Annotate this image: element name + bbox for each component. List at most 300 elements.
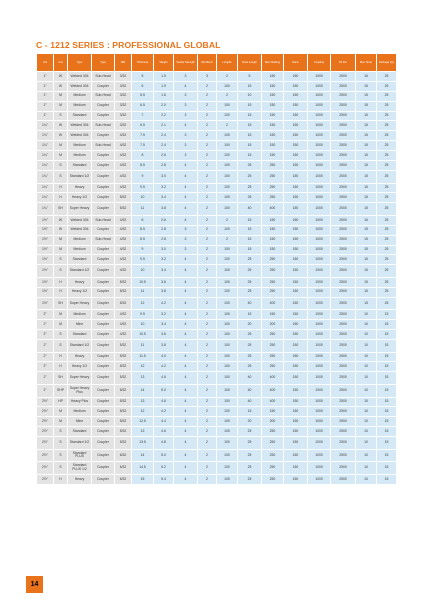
table-cell: 15 [377, 474, 397, 484]
table-cell: 15 [238, 310, 262, 320]
table-cell: 1000 [308, 91, 331, 101]
table-cell: Coupler [92, 225, 115, 235]
table-cell: 4 [174, 474, 198, 484]
table-cell: 4/32 [115, 320, 132, 330]
table-cell: 100 [217, 141, 238, 151]
table-header-row [37, 54, 397, 72]
table-cell: 2" [37, 320, 54, 330]
column-header: Weight [154, 54, 174, 72]
table-cell: 100 [217, 245, 238, 255]
table-cell: 4 [174, 161, 198, 171]
table-cell: 1000 [308, 101, 331, 111]
table-cell: 4/32 [115, 161, 132, 171]
table-cell: 10 [356, 462, 377, 475]
table-cell: 4/32 [115, 170, 132, 183]
table-body [37, 72, 397, 485]
table-cell: 1¼" [37, 203, 54, 216]
table-cell: Coupler [92, 287, 115, 297]
table-cell: SH [54, 203, 68, 216]
specifications-table [36, 53, 397, 485]
table-row [37, 111, 397, 121]
table-cell: 150 [284, 235, 308, 245]
table-cell: Standard [68, 111, 92, 121]
table-cell: 15 [238, 101, 262, 111]
table-cell: 250 [262, 170, 284, 183]
table-cell: 9 [132, 245, 154, 255]
table-cell: 150 [262, 131, 284, 141]
table-cell: 400 [262, 384, 284, 397]
table-cell: 4.4 [154, 417, 174, 427]
table-cell: 5/32 [115, 397, 132, 407]
table-cell: 250 [262, 265, 284, 278]
table-cell: Standard PLUS 1/2 [68, 462, 92, 475]
table-cell: Coupler [92, 297, 115, 310]
table-row [37, 131, 397, 141]
table-cell: 15 [238, 407, 262, 417]
table-cell: 3/32 [115, 91, 132, 101]
table-cell: 250 [262, 427, 284, 437]
table-cell: 150 [284, 161, 308, 171]
table-cell: Coupler [92, 193, 115, 203]
table-cell: 4 [174, 277, 198, 287]
table-cell: S [54, 161, 68, 171]
table-cell: 3/32 [115, 101, 132, 111]
table-cell: Medium [68, 141, 92, 151]
table-cell: 2500 [331, 287, 356, 297]
table-cell: 2 [198, 277, 217, 287]
table-cell: 1000 [308, 170, 331, 183]
table-cell: 4 [174, 462, 198, 475]
table-row [37, 462, 397, 475]
table-cell: 3 [174, 111, 198, 121]
table-cell: 2500 [331, 72, 356, 82]
column-header: Tensile Strength [174, 54, 198, 72]
table-cell: 10 [356, 437, 377, 450]
table-cell: 1½" [37, 235, 54, 245]
table-cell: 2500 [331, 437, 356, 450]
table-cell: Coupler [92, 183, 115, 193]
table-cell: Coupler [92, 339, 115, 352]
table-cell: 2 [198, 320, 217, 330]
table-cell: 1000 [308, 245, 331, 255]
table-cell: S [54, 170, 68, 183]
table-cell: 400 [262, 203, 284, 216]
table-cell: 10 [356, 330, 377, 340]
table-cell: 1" [37, 101, 54, 111]
table-cell: 8.5 [132, 161, 154, 171]
table-cell: M [54, 151, 68, 161]
table-cell: 150 [284, 215, 308, 225]
table-cell: 1¼" [37, 151, 54, 161]
table-cell: 1¼" [37, 141, 54, 151]
table-cell: 9 [132, 170, 154, 183]
table-cell: Coupler [92, 170, 115, 183]
table-cell: Sub-Head [92, 72, 115, 82]
table-cell: 150 [262, 81, 284, 91]
table-cell: 5/32 [115, 417, 132, 427]
column-header: Hose Length [238, 54, 262, 72]
table-cell: 1000 [308, 449, 331, 462]
table-cell: 15 [377, 362, 397, 372]
table-cell: 150 [284, 372, 308, 385]
table-cell: 4 [174, 183, 198, 193]
table-cell: 2500 [331, 215, 356, 225]
table-cell: 2 [198, 362, 217, 372]
table-cell: 200 [262, 417, 284, 427]
table-cell: 1000 [308, 384, 331, 397]
table-cell: 15 [356, 277, 377, 287]
table-cell: Coupler [92, 352, 115, 362]
table-cell: 1000 [308, 277, 331, 287]
table-cell: 1000 [308, 437, 331, 450]
table-cell: 5/32 [115, 339, 132, 352]
table-row [37, 121, 397, 131]
table-cell: 25 [238, 170, 262, 183]
table-cell: 150 [262, 245, 284, 255]
table-cell: 4/32 [115, 131, 132, 141]
table-cell: 4 [174, 362, 198, 372]
table-cell: 15 [238, 235, 262, 245]
table-cell: 1½" [37, 255, 54, 265]
table-cell: 100 [217, 161, 238, 171]
table-cell: 8 [132, 151, 154, 161]
table-cell: 1000 [308, 417, 331, 427]
table-cell: 25 [238, 462, 262, 475]
table-cell: 2500 [331, 265, 356, 278]
table-cell: 4.2 [154, 297, 174, 310]
table-cell: 150 [284, 203, 308, 216]
table-cell: 1¼" [37, 183, 54, 193]
table-cell: 150 [284, 427, 308, 437]
table-cell: 2.1 [154, 121, 174, 131]
table-cell: Heavy [68, 352, 92, 362]
table-cell: 2 [217, 235, 238, 245]
table-cell: 1¼" [37, 193, 54, 203]
table-cell: 15 [356, 170, 377, 183]
table-cell: 150 [284, 193, 308, 203]
table-cell: 150 [284, 310, 308, 320]
table-cell: 1" [37, 111, 54, 121]
table-cell: 10 [356, 407, 377, 417]
table-cell: 250 [262, 462, 284, 475]
table-cell: 1000 [308, 151, 331, 161]
table-cell: 15 [377, 352, 397, 362]
table-cell: Coupler [92, 417, 115, 427]
table-cell: 1000 [308, 111, 331, 121]
table-cell: 10 [356, 372, 377, 385]
table-cell: 1000 [308, 462, 331, 475]
table-cell: SHP [54, 384, 68, 397]
table-cell: 25 [238, 265, 262, 278]
table-cell: 10 [238, 91, 262, 101]
table-cell: 2.4 [154, 131, 174, 141]
table-cell: 15 [356, 287, 377, 297]
table-cell: 12 [132, 362, 154, 372]
table-cell: 4/32 [115, 225, 132, 235]
table-cell: 9.5 [132, 310, 154, 320]
table-cell: 15 [238, 151, 262, 161]
table-cell: 15 [356, 265, 377, 278]
table-row [37, 449, 397, 462]
table-cell: 10 [356, 417, 377, 427]
table-cell: 4 [174, 193, 198, 203]
table-cell: Sub-Head [92, 141, 115, 151]
table-cell: 25 [377, 193, 397, 203]
table-cell: Super Heavy [68, 297, 92, 310]
column-header: Thickness [132, 54, 154, 72]
table-cell: 100 [217, 101, 238, 111]
table-row [37, 330, 397, 340]
table-cell: 2500 [331, 131, 356, 141]
table-cell: 100 [217, 320, 238, 330]
table-cell: 100 [217, 183, 238, 193]
table-cell: 1000 [308, 141, 331, 151]
table-cell: Standard 1/2 [68, 170, 92, 183]
table-cell: 4.2 [154, 362, 174, 372]
table-cell: 100 [217, 407, 238, 417]
table-cell: 100 [217, 193, 238, 203]
table-cell: 2 [198, 417, 217, 427]
table-cell: 2.6 [154, 151, 174, 161]
table-cell: 25 [377, 121, 397, 131]
table-cell: 10 [356, 384, 377, 397]
table-cell: 3 [174, 91, 198, 101]
table-cell: 150 [284, 474, 308, 484]
table-cell: Heavy [68, 183, 92, 193]
table-cell: 7.5 [132, 141, 154, 151]
table-cell: 40 [238, 372, 262, 385]
table-cell: 2" [37, 310, 54, 320]
table-row [37, 255, 397, 265]
table-cell: 2" [37, 330, 54, 340]
table-row [37, 287, 397, 297]
table-cell: 15 [238, 141, 262, 151]
table-cell: 15 [377, 320, 397, 330]
table-cell: 25 [377, 235, 397, 245]
table-cell: 2 [217, 72, 238, 82]
table-cell: 5.0 [154, 384, 174, 397]
table-cell: 2 [198, 265, 217, 278]
table-cell: 15 [356, 183, 377, 193]
table-cell: 4/32 [115, 245, 132, 255]
table-cell: 2500 [331, 170, 356, 183]
table-row [37, 352, 397, 362]
table-cell: 4 [174, 215, 198, 225]
table-cell: 1000 [308, 310, 331, 320]
column-header: Type [68, 54, 92, 72]
table-cell: SH [54, 372, 68, 385]
table-cell: 15 [238, 215, 262, 225]
table-cell: 1½" [37, 245, 54, 255]
table-cell: 2 [198, 111, 217, 121]
table-cell: 15 [356, 245, 377, 255]
table-cell: 1½" [37, 225, 54, 235]
table-cell: 2½" [37, 462, 54, 475]
table-cell: 11 [132, 339, 154, 352]
table-cell: 2.8 [154, 235, 174, 245]
table-cell: 3.6 [154, 277, 174, 287]
column-header: Max Working [262, 54, 284, 72]
table-cell: 5.4 [154, 474, 174, 484]
table-cell: 15 [356, 72, 377, 82]
page-number: 14 [26, 576, 43, 593]
table-cell: H [54, 362, 68, 372]
table-cell: 1¼" [37, 170, 54, 183]
table-cell: 150 [262, 121, 284, 131]
table-cell: 2500 [331, 255, 356, 265]
table-cell: 2500 [331, 111, 356, 121]
table-cell: 15 [377, 417, 397, 427]
table-cell: 150 [262, 310, 284, 320]
document-title: C - 1212 SERIES : PROFESSIONAL GLOBAL [36, 40, 221, 50]
table-cell: Medium [68, 91, 92, 101]
table-cell: S [54, 427, 68, 437]
table-cell: W [54, 215, 68, 225]
table-cell: Coupler [92, 81, 115, 91]
table-cell: 15 [356, 161, 377, 171]
table-cell: 10 [132, 265, 154, 278]
table-cell: 2½" [37, 437, 54, 450]
table-cell: 2 [198, 407, 217, 417]
table-cell: 2" [37, 384, 54, 397]
table-cell: 150 [284, 81, 308, 91]
table-cell: Standard [68, 330, 92, 340]
table-cell: 150 [284, 277, 308, 287]
table-row [37, 372, 397, 385]
table-cell: Coupler [92, 372, 115, 385]
table-cell: 2 [198, 225, 217, 235]
table-cell: 1000 [308, 121, 331, 131]
table-cell: 25 [377, 245, 397, 255]
table-cell: 6/32 [115, 474, 132, 484]
table-cell: 2.0 [154, 101, 174, 111]
table-cell: 25 [377, 183, 397, 193]
table-row [37, 183, 397, 193]
table-cell: 11.5 [132, 352, 154, 362]
table-cell: 6/32 [115, 384, 132, 397]
table-cell: 10.5 [132, 330, 154, 340]
table-cell: 150 [284, 449, 308, 462]
table-cell: 15 [238, 131, 262, 141]
table-cell: 150 [284, 287, 308, 297]
table-cell: Coupler [92, 101, 115, 111]
table-row [37, 384, 397, 397]
table-cell: 250 [262, 183, 284, 193]
table-cell: 1000 [308, 131, 331, 141]
table-cell: Heavy 1/2 [68, 362, 92, 372]
table-cell: 3.8 [154, 339, 174, 352]
table-cell: 150 [262, 215, 284, 225]
table-cell: 9.5 [132, 255, 154, 265]
table-cell: 14 [132, 384, 154, 397]
table-cell: 2500 [331, 372, 356, 385]
table-cell: 2500 [331, 417, 356, 427]
table-cell: 250 [262, 277, 284, 287]
table-cell: 150 [284, 170, 308, 183]
table-cell: 2½" [37, 449, 54, 462]
table-row [37, 203, 397, 216]
table-cell: M [54, 245, 68, 255]
table-cell: 150 [284, 462, 308, 475]
table-cell: 15 [356, 193, 377, 203]
table-cell: 2½" [37, 397, 54, 407]
table-cell: 2 [198, 397, 217, 407]
table-cell: 25 [377, 141, 397, 151]
table-cell: 4 [174, 121, 198, 131]
table-cell: 100 [217, 417, 238, 427]
table-cell: 15 [356, 203, 377, 216]
table-cell: H [54, 277, 68, 287]
table-cell: 25 [377, 131, 397, 141]
table-cell: 25 [238, 287, 262, 297]
table-cell: 15 [377, 427, 397, 437]
table-cell: 2.4 [154, 141, 174, 151]
column-header: Max Temp [356, 54, 377, 72]
table-cell: 1000 [308, 193, 331, 203]
table-cell: 100 [217, 372, 238, 385]
table-cell: 25 [238, 161, 262, 171]
table-cell: 100 [217, 297, 238, 310]
table-cell: 1¼" [37, 161, 54, 171]
table-cell: 2" [37, 339, 54, 352]
table-cell: 4/32 [115, 141, 132, 151]
table-cell: 100 [217, 449, 238, 462]
table-cell: 2" [37, 352, 54, 362]
table-cell: 1½" [37, 265, 54, 278]
column-header: Type [92, 54, 115, 72]
table-cell: 3/32 [115, 72, 132, 82]
table-cell: 3 [174, 151, 198, 161]
table-cell: 100 [217, 310, 238, 320]
table-cell: 100 [217, 81, 238, 91]
table-cell: 2 [198, 287, 217, 297]
table-cell: 2500 [331, 297, 356, 310]
table-cell: 2500 [331, 407, 356, 417]
table-cell: W [54, 72, 68, 82]
table-cell: 250 [262, 161, 284, 171]
table-cell: Standard 1/2 [68, 339, 92, 352]
table-row [37, 151, 397, 161]
table-cell: 2½" [37, 407, 54, 417]
table-cell: Medium [68, 151, 92, 161]
table-cell: 1000 [308, 320, 331, 330]
table-cell: 10 [356, 320, 377, 330]
table-cell: 4 [174, 81, 198, 91]
table-cell: 12.5 [132, 417, 154, 427]
table-cell: 3.0 [154, 170, 174, 183]
table-cell: 15 [356, 151, 377, 161]
table-cell: 4 [174, 203, 198, 216]
table-row [37, 235, 397, 245]
table-cell: 3/32 [115, 81, 132, 91]
table-cell: 4.6 [154, 427, 174, 437]
table-cell: 40 [238, 397, 262, 407]
table-cell: Coupler [92, 255, 115, 265]
table-cell: 15 [356, 131, 377, 141]
table-cell: 12 [132, 297, 154, 310]
table-cell: 1½" [37, 297, 54, 310]
table-cell: Sub-Head [92, 121, 115, 131]
table-cell: 25 [238, 449, 262, 462]
table-cell: Heavy 1/2 [68, 287, 92, 297]
table-cell: 13.5 [132, 437, 154, 450]
table-cell: 7.5 [132, 131, 154, 141]
table-cell: 100 [217, 427, 238, 437]
table-cell: 14.5 [132, 462, 154, 475]
table-cell: M [54, 417, 68, 427]
table-cell: Coupler [92, 277, 115, 287]
table-cell: 2½" [37, 417, 54, 427]
